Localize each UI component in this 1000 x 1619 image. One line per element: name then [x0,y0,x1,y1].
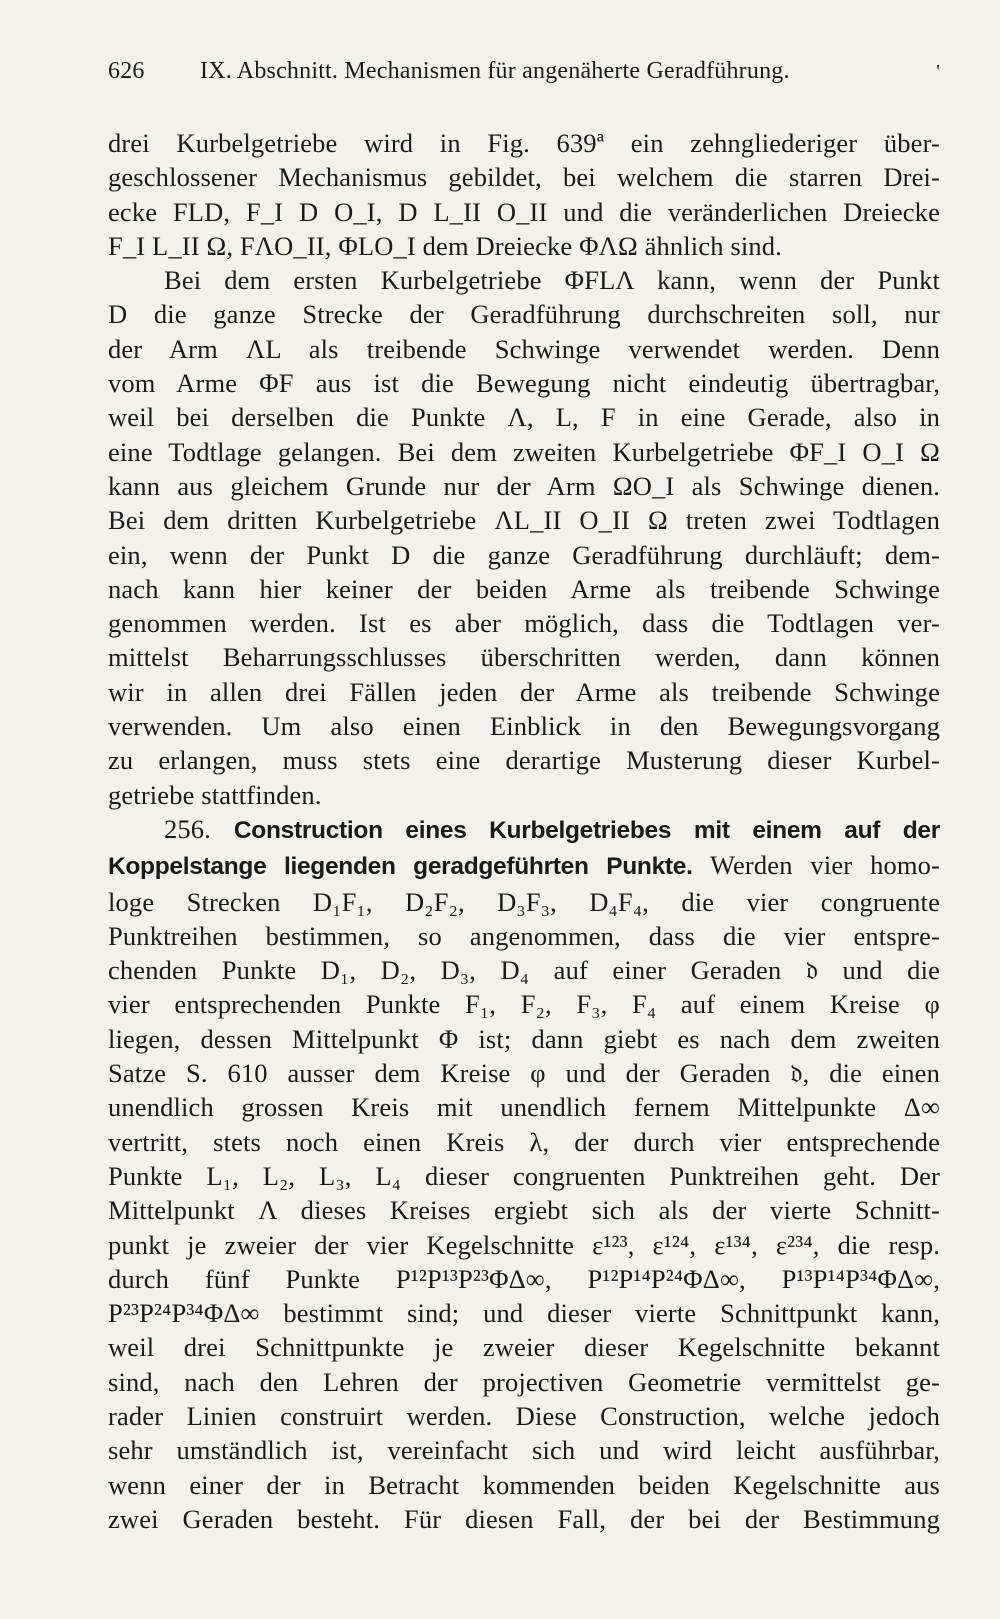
section-heading-line [108,812,940,848]
text-line: drei Kurbelgetriebe wird in Fig. 639ª ein zehngliederiger über- [108,128,940,158]
text-line: geschlossener Mechanismus gebildet, bei welchem die starren Drei- [108,162,940,193]
text-line: eine Todtlage gelangen. Bei dem zweiten Kurbelgetriebe ΦF_I O_I Ω [108,436,940,467]
paragraph-1 [108,126,940,263]
text-line: vom Arme ΦF aus ist die Bewegung nicht eindeutig übertragbar, [108,368,940,399]
body-text [108,126,940,1536]
text-line: vertritt, stets noch einen Kreis λ, der durch vier entsprechende [108,1126,940,1157]
text-line: Bei dem ersten Kurbelgetriebe ΦFLΛ kann, wenn der Punkt [164,265,940,296]
text-line: ecke FLD, F_I D O_I, D L_II O_II und die veränderlichen Dreiecke [108,196,940,227]
paragraph-2 [108,263,940,812]
text-line: Punktreihen bestimmen, so angenommen, dass die vier entspre- [108,920,940,951]
text-line: weil drei Schnittpunkte je zweier dieser Kegelschnitte bekannt [108,1332,940,1363]
text-line: nach kann hier keiner der beiden Arme als treibende Schwinge [108,573,940,604]
text-line: rader Linien construirt werden. Diese Construction, welche jedoch [108,1400,940,1431]
text-line: wenn einer der in Betracht kommenden beiden Kegelschnitte aus [108,1469,940,1500]
text-line: mittelst Beharrungsschlusses überschritten werden, dann können [108,642,940,673]
text-line: der Arm ΛL als treibende Schwinge verwendet werden. Denn [108,333,940,364]
text-line: getriebe stattfinden. [108,779,322,810]
text-line: liegen, dessen Mittelpunkt Φ ist; dann giebt es nach dem zweiten [108,1023,940,1054]
text-line: ein, wenn der Punkt D die ganze Geradführung durchläuft; dem- [108,539,940,570]
text-line: chenden Punkte D₁, D₂, D₃, D₄ auf einer Geraden 𝔡 und die [108,955,940,986]
text-line: sehr umständlich ist, vereinfacht sich und wird leicht ausführbar, [108,1435,940,1466]
section-heading: Construction eines Kurbelgetriebes mit einem auf der [233,816,940,844]
text-line: Werden vier homo- [709,850,941,881]
section-number: 256. [164,813,211,844]
text-line: vier entsprechenden Punkte F₁, F₂, F₃, F₄ auf einem Kreise φ [108,989,940,1020]
text-line: weil bei derselben die Punkte Λ, L, F in eine Gerade, also in [108,402,940,433]
text-line: wir in allen drei Fällen jeden der Arme als treibende Schwinge [108,676,940,707]
text-line: Bei dem dritten Kurbelgetriebe ΛL_II O_II Ω treten zwei Todtlagen [108,505,940,536]
running-head [108,58,940,98]
text-line: zwei Geraden besteht. Für diesen Fall, der bei der Bestimmung [108,1503,940,1534]
text-line: Punkte L₁, L₂, L₃, L₄ dieser congruenten Punktreihen geht. Der [108,1160,940,1191]
text-line: punkt je zweier der vier Kegelschnitte ε¹²³, ε¹²⁴, ε¹³⁴, ε²³⁴, die resp. [108,1229,940,1260]
text-line: P²³P²⁴P³⁴ΦΔ∞ bestimmt sind; und dieser vierte Schnittpunkt kann, [108,1298,940,1329]
text-line: loge Strecken D₁F₁, D₂F₂, D₃F₃, D₄F₄, die vier congruente [108,886,940,917]
text-line: zu erlangen, muss stets eine derartige Musterung dieser Kurbel- [108,745,940,776]
text-line: sind, nach den Lehren der projectiven Geometrie vermittelst ge- [108,1366,940,1397]
page-number: 626 [108,58,145,84]
text-line: unendlich grossen Kreis mit unendlich fernem Mittelpunkte Δ∞ [108,1092,940,1123]
text-line: verwenden. Um also einen Einblick in den Bewegungsvorgang [108,711,940,742]
section-heading-line [108,848,940,884]
section-heading-continued: Koppelstange liegenden geradgeführten Punkte. [108,853,693,881]
text-line: Mittelpunkt Λ dieses Kreises ergiebt sich als der vierte Schnitt- [108,1195,940,1226]
text-line: Satze S. 610 ausser dem Kreise φ und der Geraden 𝔡, die einen [108,1058,940,1089]
text-line: D die ganze Strecke der Geradführung durchschreiten soll, nur [108,299,940,330]
text-line: F_I L_II Ω, FΛO_II, ΦLO_I dem Dreiecke ΦΛΩ ähnlich sind. [108,230,782,261]
running-title: IX. Abschnitt. Mechanismen für angenäherte Geradführung. [200,58,790,84]
text-line: durch fünf Punkte P¹²P¹³P²³ΦΔ∞, P¹²P¹⁴P²⁴ΦΔ∞, P¹³P¹⁴P³⁴ΦΔ∞, [108,1263,940,1294]
section-256 [108,812,940,1536]
text-line: kann aus gleichem Grunde nur der Arm ΩO_I als Schwinge dienen. [108,470,940,501]
text-line: genommen werden. Ist es aber möglich, dass die Todtlagen ver- [108,608,940,639]
stray-mark: ' [936,61,940,83]
